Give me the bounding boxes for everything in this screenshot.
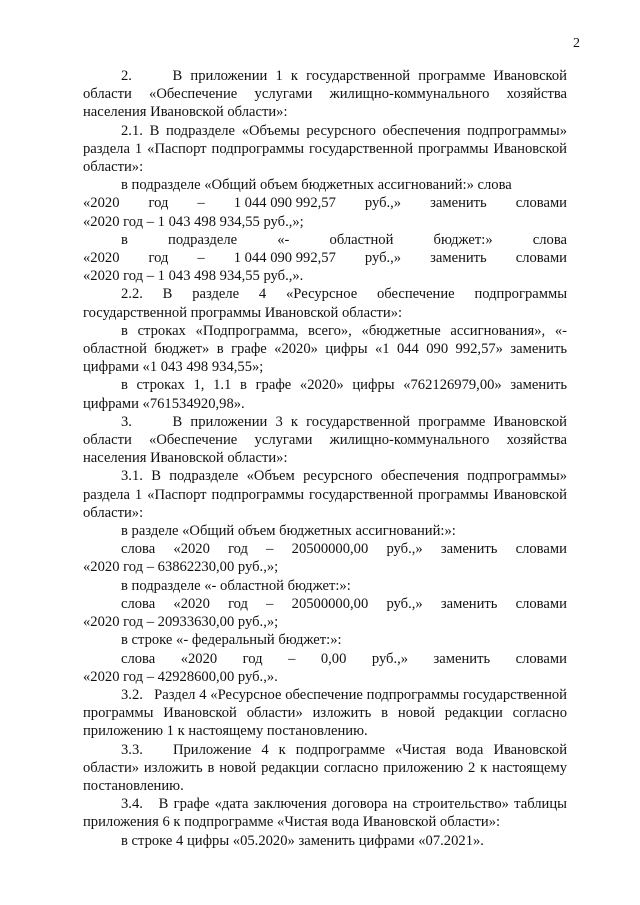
paragraph-2-2-rows: в строках «Подпрограмма, всего», «бюджетные ассигнования», «- областной бюджет» в графе «2020» цифры «1 044 090 992,57» заменить цифрами «1 043 498 934,55»; [83, 322, 567, 376]
paragraph-2-1-total: в подразделе «Общий объем бюджетных ассигнований:» слова [121, 177, 512, 194]
line-d0: в подразделе «- областной бюджет:»: [121, 577, 351, 594]
justified-line-c1: слова «2020 год – 20500000,00 руб.,» заменить словами [121, 541, 567, 558]
line-e2: «2020 год – 42928600,00 руб.,». [83, 668, 278, 685]
paragraph-2-2-rows-1: в строках 1, 1.1 в графе «2020» цифры «762126979,00» заменить цифрами «761534920,98». [83, 377, 567, 412]
line-e0: в строке «- федеральный бюджет:»: [121, 632, 342, 649]
paragraph-3-2: 3.2. Раздел 4 «Ресурсное обеспечение подпрограммы государственной программы Ивановской области» изложить в новой редакции согласно приложению 1 к настоящему постановлению. [83, 686, 567, 740]
justified-line-e1: слова «2020 год – 0,00 руб.,» заменить словами [121, 650, 567, 667]
justified-line-b1: «2020 год – 1 044 090 992,57 руб.,» заменить словами [83, 250, 567, 267]
line-c2: «2020 год – 63862230,00 руб.,»; [83, 559, 279, 576]
line-b2: «2020 год – 1 043 498 934,55 руб.,». [83, 268, 304, 285]
page-number: 2 [573, 36, 580, 51]
justified-line-d1: слова «2020 год – 20500000,00 руб.,» заменить словами [121, 595, 567, 612]
document-body [83, 67, 567, 850]
paragraph-2: 2. В приложении 1 к государственной программе Ивановской области «Обеспечение услугами жилищно-коммунального хозяйства населения Ивановской области»: [83, 68, 567, 121]
line-d2: «2020 год – 20933630,00 руб.,»; [83, 614, 279, 631]
paragraph-2-2: 2.2. В разделе 4 «Ресурсное обеспечение подпрограммы государственной программы Ивановской области»: [83, 286, 567, 321]
paragraph-3-1: 3.1. В подразделе «Объем ресурсного обеспечения подпрограммы» раздела 1 «Паспорт подпрограммы государственной программы Ивановской области»: [83, 468, 567, 521]
line-c0: в разделе «Общий объем бюджетных ассигнований:»: [121, 523, 456, 540]
paragraph-3: 3. В приложении 3 к государственной программе Ивановской области «Обеспечение услугами жилищно-коммунального хозяйства населения Ивановской области»: [83, 413, 567, 467]
paragraph-3-3: 3.3. Приложение 4 к подпрограмме «Чистая вода Ивановской области» изложить в новой редакции согласно приложению 2 к настоящему постановлению. [83, 741, 567, 794]
line-a2: «2020 год – 1 043 498 934,55 руб.,»; [83, 213, 304, 230]
justified-line-a1: «2020 год – 1 044 090 992,57 руб.,» заменить словами [83, 195, 567, 212]
paragraph-2-1: 2.1. В подразделе «Объемы ресурсного обеспечения подпрограммы» раздела 1 «Паспорт подпрограммы государственной программы Ивановской области»: [83, 122, 567, 176]
paragraph-3-4: 3.4. В графе «дата заключения договора на строительство» таблицы приложения 6 к подпрограмме «Чистая вода Ивановской области»: [83, 796, 567, 831]
paragraph-3-4-row: в строке 4 цифры «05.2020» заменить цифрами «07.2021». [121, 832, 484, 849]
justified-line-b0: в подразделе «- областной бюджет:» слова [121, 231, 567, 248]
